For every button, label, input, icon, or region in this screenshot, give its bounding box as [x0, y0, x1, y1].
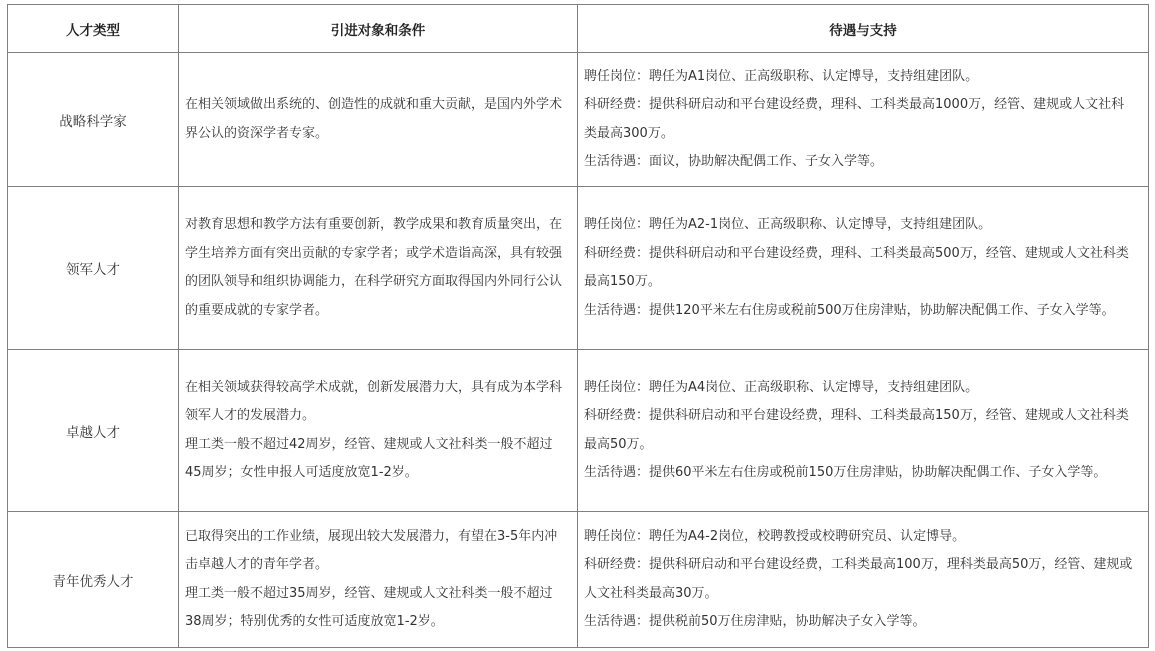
benefits-cell [578, 350, 1149, 512]
condition-text: 已取得突出的工作业绩，展现出较大发展潜力，有望在3-5年内冲击卓越人才的青年学者。 [185, 528, 558, 572]
benefit-living: 生活待遇：提供120平米左右住房或税前500万住房津贴，协助解决配偶工作、子女入学等。 [584, 302, 1115, 318]
benefit-position: 聘任岗位：聘任为A4岗位、正高级职称、认定博导，支持组建团队。 [584, 379, 979, 395]
benefits-cell [578, 187, 1149, 350]
table-row-excellent-talent [8, 350, 1149, 512]
conditions-cell [179, 512, 578, 648]
header-row [8, 5, 1149, 53]
header-conditions: 引进对象和条件 [179, 5, 578, 53]
talent-type: 青年优秀人才 [8, 512, 179, 648]
benefit-living: 生活待遇：提供60平米左右住房或税前150万住房津贴，协助解决配偶工作、子女入学等。 [584, 465, 1107, 480]
condition-age-limit: 理工类一般不超过42周岁，经管、建规或人文社科类一般不超过45周岁；女性申报人可适度放宽1-2岁。 [185, 436, 553, 480]
conditions-cell [179, 187, 578, 350]
conditions-cell [179, 350, 578, 512]
header-benefits: 待遇与支持 [578, 5, 1149, 53]
benefit-living: 生活待遇：提供税前50万住房津贴，协助解决子女入学等。 [584, 614, 926, 629]
benefit-funding: 科研经费：提供科研启动和平台建设经费，理科、工科类最高1000万，经管、建规或人文社科类最高300万。 [584, 97, 1125, 141]
table-row-young-talent [8, 512, 1149, 648]
benefit-position: 聘任岗位：聘任为A2-1岗位、正高级职称、认定博导，支持组建团队。 [584, 217, 992, 232]
benefit-funding: 科研经费：提供科研启动和平台建设经费，理科、工科类最高500万，经管、建规或人文社科类最高150万。 [584, 245, 1129, 289]
benefit-position: 聘任岗位：聘任为A1岗位、正高级职称、认定博导，支持组建团队。 [584, 68, 979, 84]
benefit-funding: 科研经费：提供科研启动和平台建设经费，工科类最高100万，理科类最高50万，经管、建规或人文社科类最高30万。 [584, 557, 1133, 601]
table-row-leading-talent [8, 187, 1149, 350]
benefit-funding: 科研经费：提供科研启动和平台建设经费，理科、工科类最高150万，经管、建规或人文社科类最高50万。 [584, 408, 1129, 452]
conditions-cell [179, 53, 578, 187]
condition-text: 对教育思想和教学方法有重要创新，教学成果和教育质量突出，在学生培养方面有突出贡献的专家学者；或学术造诣高深，具有较强的团队领导和组织协调能力，在科学研究方面取得国内外同行公认的重要成就的专家学者。 [185, 217, 563, 318]
talent-table [7, 4, 1149, 648]
talent-type: 卓越人才 [8, 350, 179, 512]
condition-text: 在相关领域获得较高学术成就，创新发展潜力大，具有成为本学科领军人才的发展潜力。 [185, 379, 563, 423]
benefits-cell [578, 53, 1149, 187]
condition-age-limit: 理工类一般不超过35周岁，经管、建规或人文社科类一般不超过38周岁；特别优秀的女性可适度放宽1-2岁。 [185, 585, 553, 629]
condition-text: 在相关领域做出系统的、创造性的成就和重大贡献，是国内外学术界公认的资深学者专家。 [185, 97, 563, 141]
talent-type: 战略科学家 [8, 53, 179, 187]
header-type: 人才类型 [8, 5, 179, 53]
benefits-cell [578, 512, 1149, 648]
talent-type: 领军人才 [8, 187, 179, 350]
table-row-strategic-scientist [8, 53, 1149, 187]
benefit-living: 生活待遇：面议，协助解决配偶工作、子女入学等。 [584, 154, 884, 169]
benefit-position: 聘任岗位：聘任为A4-2岗位，校聘教授或校聘研究员、认定博导。 [584, 528, 966, 544]
